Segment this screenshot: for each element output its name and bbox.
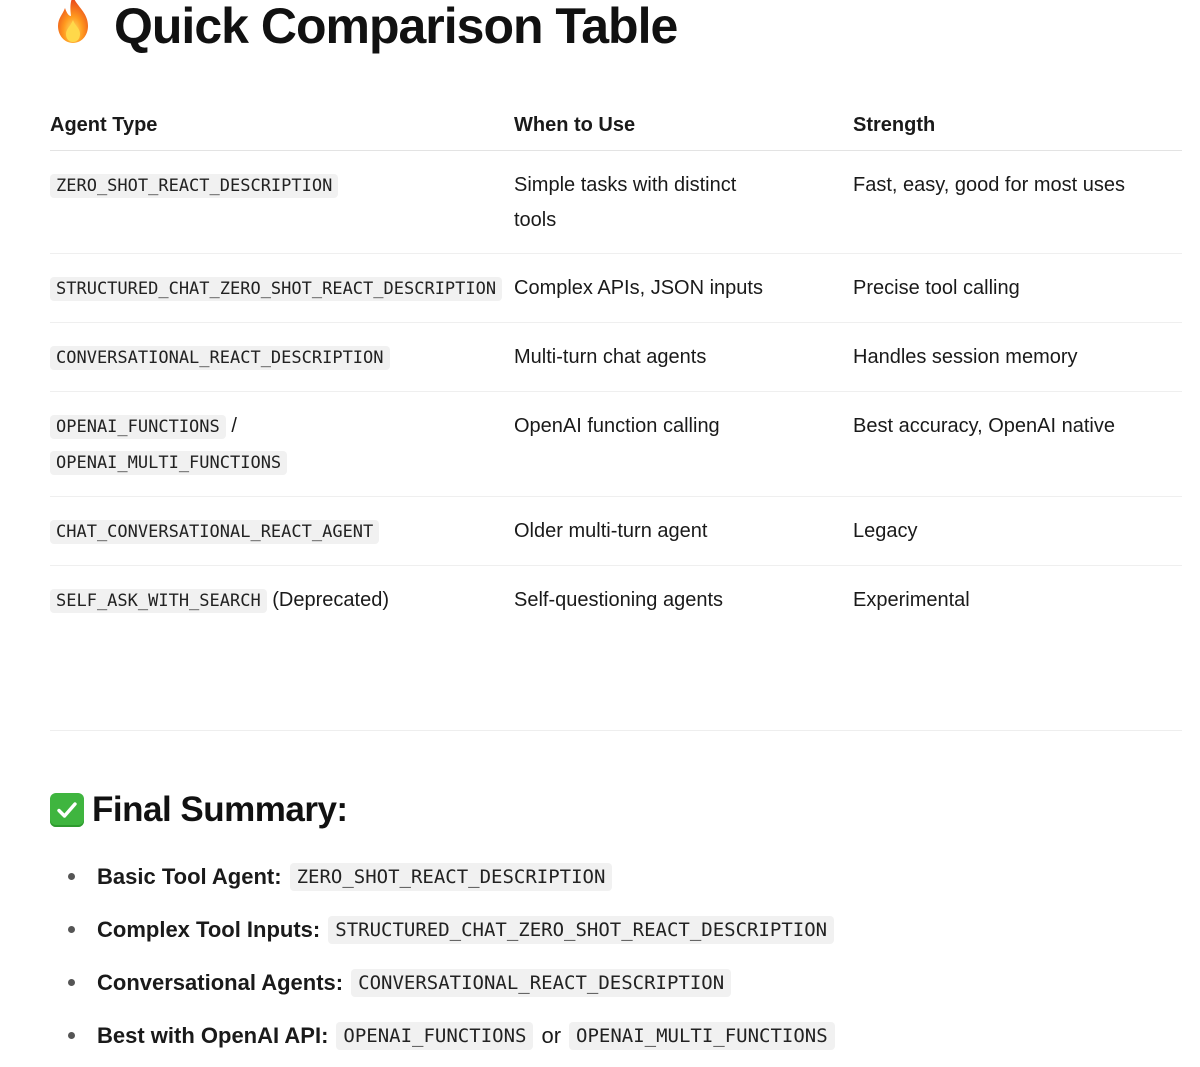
table-row bbox=[50, 566, 1182, 635]
strength-cell: Experimental bbox=[853, 589, 970, 611]
agent-type-code: CHAT_CONVERSATIONAL_REACT_AGENT bbox=[50, 520, 379, 544]
table-row bbox=[50, 151, 1182, 254]
table-row bbox=[50, 323, 1182, 392]
list-item bbox=[50, 956, 1182, 1009]
column-header-when-to-use: When to Use bbox=[514, 100, 853, 151]
summary-item-code: ZERO_SHOT_REACT_DESCRIPTION bbox=[290, 863, 613, 891]
summary-list bbox=[50, 850, 1182, 1062]
agent-type-code: OPENAI_MULTI_FUNCTIONS bbox=[50, 451, 287, 475]
when-to-use-cell: Older multi-turn agent bbox=[514, 497, 853, 566]
agent-type-code: STRUCTURED_CHAT_ZERO_SHOT_REACT_DESCRIPTION bbox=[50, 277, 502, 301]
comparison-table bbox=[50, 100, 1182, 634]
page-title bbox=[50, 0, 677, 57]
when-to-use-cell: Self-questioning agents bbox=[514, 589, 724, 611]
list-item bbox=[50, 1009, 1182, 1062]
list-item bbox=[50, 850, 1182, 903]
bullet-icon bbox=[68, 926, 75, 933]
summary-heading bbox=[50, 790, 348, 830]
when-to-use-cell: Simple tasks with distinct tools bbox=[514, 151, 853, 254]
agent-type-cell bbox=[50, 151, 514, 254]
table-row bbox=[50, 497, 1182, 566]
bullet-icon bbox=[68, 1032, 75, 1039]
when-to-use-cell: Multi-turn chat agents bbox=[514, 323, 853, 392]
agent-type-code: CONVERSATIONAL_REACT_DESCRIPTION bbox=[50, 346, 390, 370]
fire-icon bbox=[50, 0, 102, 57]
agent-type-cell bbox=[50, 566, 514, 635]
bullet-icon bbox=[68, 873, 75, 880]
strength-cell: Legacy bbox=[853, 497, 1182, 566]
strength-cell: Fast, easy, good for most uses bbox=[853, 151, 1182, 254]
column-header-strength: Strength bbox=[853, 100, 1182, 151]
summary-item-label: Basic Tool Agent: bbox=[97, 863, 282, 889]
summary-item-code: OPENAI_MULTI_FUNCTIONS bbox=[569, 1022, 835, 1050]
when-to-use-cell: OpenAI function calling bbox=[514, 392, 853, 497]
strength-cell: Handles session memory bbox=[853, 323, 1182, 392]
strength-cell: Precise tool calling bbox=[853, 254, 1182, 323]
table-row bbox=[50, 392, 1182, 497]
agent-type-code: SELF_ASK_WITH_SEARCH bbox=[50, 589, 267, 613]
bullet-icon bbox=[68, 979, 75, 986]
summary-item-code: CONVERSATIONAL_REACT_DESCRIPTION bbox=[351, 969, 731, 997]
agent-type-separator: / bbox=[231, 415, 237, 437]
summary-heading-text: Final Summary: bbox=[92, 790, 348, 829]
table-header-row bbox=[50, 100, 1182, 151]
summary-item-joiner: or bbox=[541, 1022, 562, 1048]
summary-item-label: Best with OpenAI API: bbox=[97, 1022, 329, 1048]
when-to-use-cell: Complex APIs, JSON inputs bbox=[514, 254, 853, 323]
strength-cell: Best accuracy, OpenAI native bbox=[853, 392, 1182, 497]
check-mark-icon bbox=[50, 793, 84, 827]
agent-type-code: OPENAI_FUNCTIONS bbox=[50, 415, 226, 439]
summary-item-code: STRUCTURED_CHAT_ZERO_SHOT_REACT_DESCRIPTION bbox=[328, 916, 834, 944]
summary-item-label: Conversational Agents: bbox=[97, 969, 344, 995]
table-row bbox=[50, 254, 1182, 323]
agent-type-cell bbox=[50, 254, 514, 323]
section-divider bbox=[50, 730, 1182, 731]
summary-item-label: Complex Tool Inputs: bbox=[97, 916, 321, 942]
list-item bbox=[50, 903, 1182, 956]
agent-type-code: ZERO_SHOT_REACT_DESCRIPTION bbox=[50, 174, 338, 198]
agent-type-cell bbox=[50, 392, 514, 497]
column-header-agent-type: Agent Type bbox=[50, 100, 514, 151]
summary-item-code: OPENAI_FUNCTIONS bbox=[336, 1022, 533, 1050]
agent-type-cell bbox=[50, 497, 514, 566]
page-title-text: Quick Comparison Table bbox=[114, 0, 678, 54]
agent-type-cell bbox=[50, 323, 514, 392]
deprecated-note: (Deprecated) bbox=[272, 589, 389, 611]
